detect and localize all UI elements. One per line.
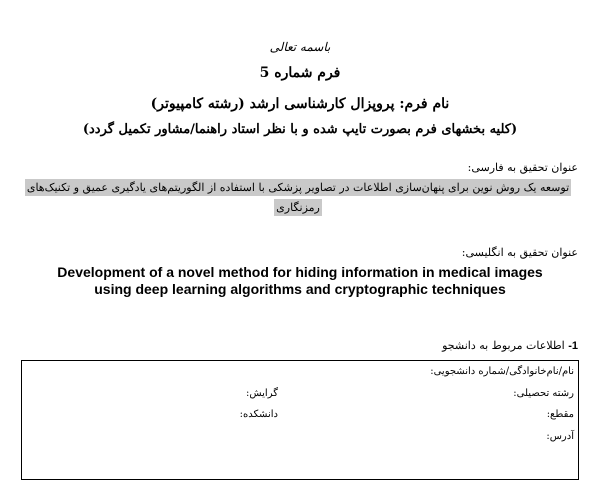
- english-title-line-2: using deep learning algorithms and cryptographic techniques: [94, 281, 506, 297]
- english-title-label: عنوان تحقیق به انگلیسی:: [461, 246, 578, 259]
- faculty-field: دانشکده:: [239, 409, 278, 420]
- orientation-field: گرایش:: [246, 388, 278, 399]
- student-info-table: [21, 360, 579, 480]
- student-name-field: نام/نام‌خانوادگی/شماره دانشجویی:: [430, 366, 574, 377]
- major-field: رشته تحصیلی:: [513, 388, 574, 399]
- section-1-heading: [442, 339, 578, 352]
- form-instructions-note: (کلیه بخشهای فرم بصورت تایپ شده و با نظر استاد راهنما/مشاور تکمیل گردد): [82, 122, 518, 137]
- degree-level-field: مقطع:: [546, 409, 574, 420]
- english-title-line-1: Development of a novel method for hiding information in medical images: [57, 264, 543, 280]
- form-name: نام فرم: پروپزال کارشناسی ارشد (رشته کامپیوتر): [150, 96, 450, 112]
- form-number: فرم شماره 5: [259, 65, 341, 81]
- persian-title-label: عنوان تحقیق به فارسی:: [467, 161, 578, 174]
- basmala-heading: باسمه تعالی: [269, 40, 331, 54]
- persian-research-title-text: توسعه یک روش نوین برای پنهان‌سازی اطلاعات در تصاویر پزشکی با استفاده از الگوریتم‌های یادگیری عمیق و تکنیک‌های رمزنگاری: [26, 181, 570, 214]
- section-title: اطلاعات مربوط به دانشجو: [442, 339, 565, 352]
- address-field: آدرس:: [546, 431, 574, 442]
- english-research-title: [0, 264, 600, 298]
- section-number: 1-: [568, 340, 578, 352]
- persian-research-title: [14, 178, 582, 218]
